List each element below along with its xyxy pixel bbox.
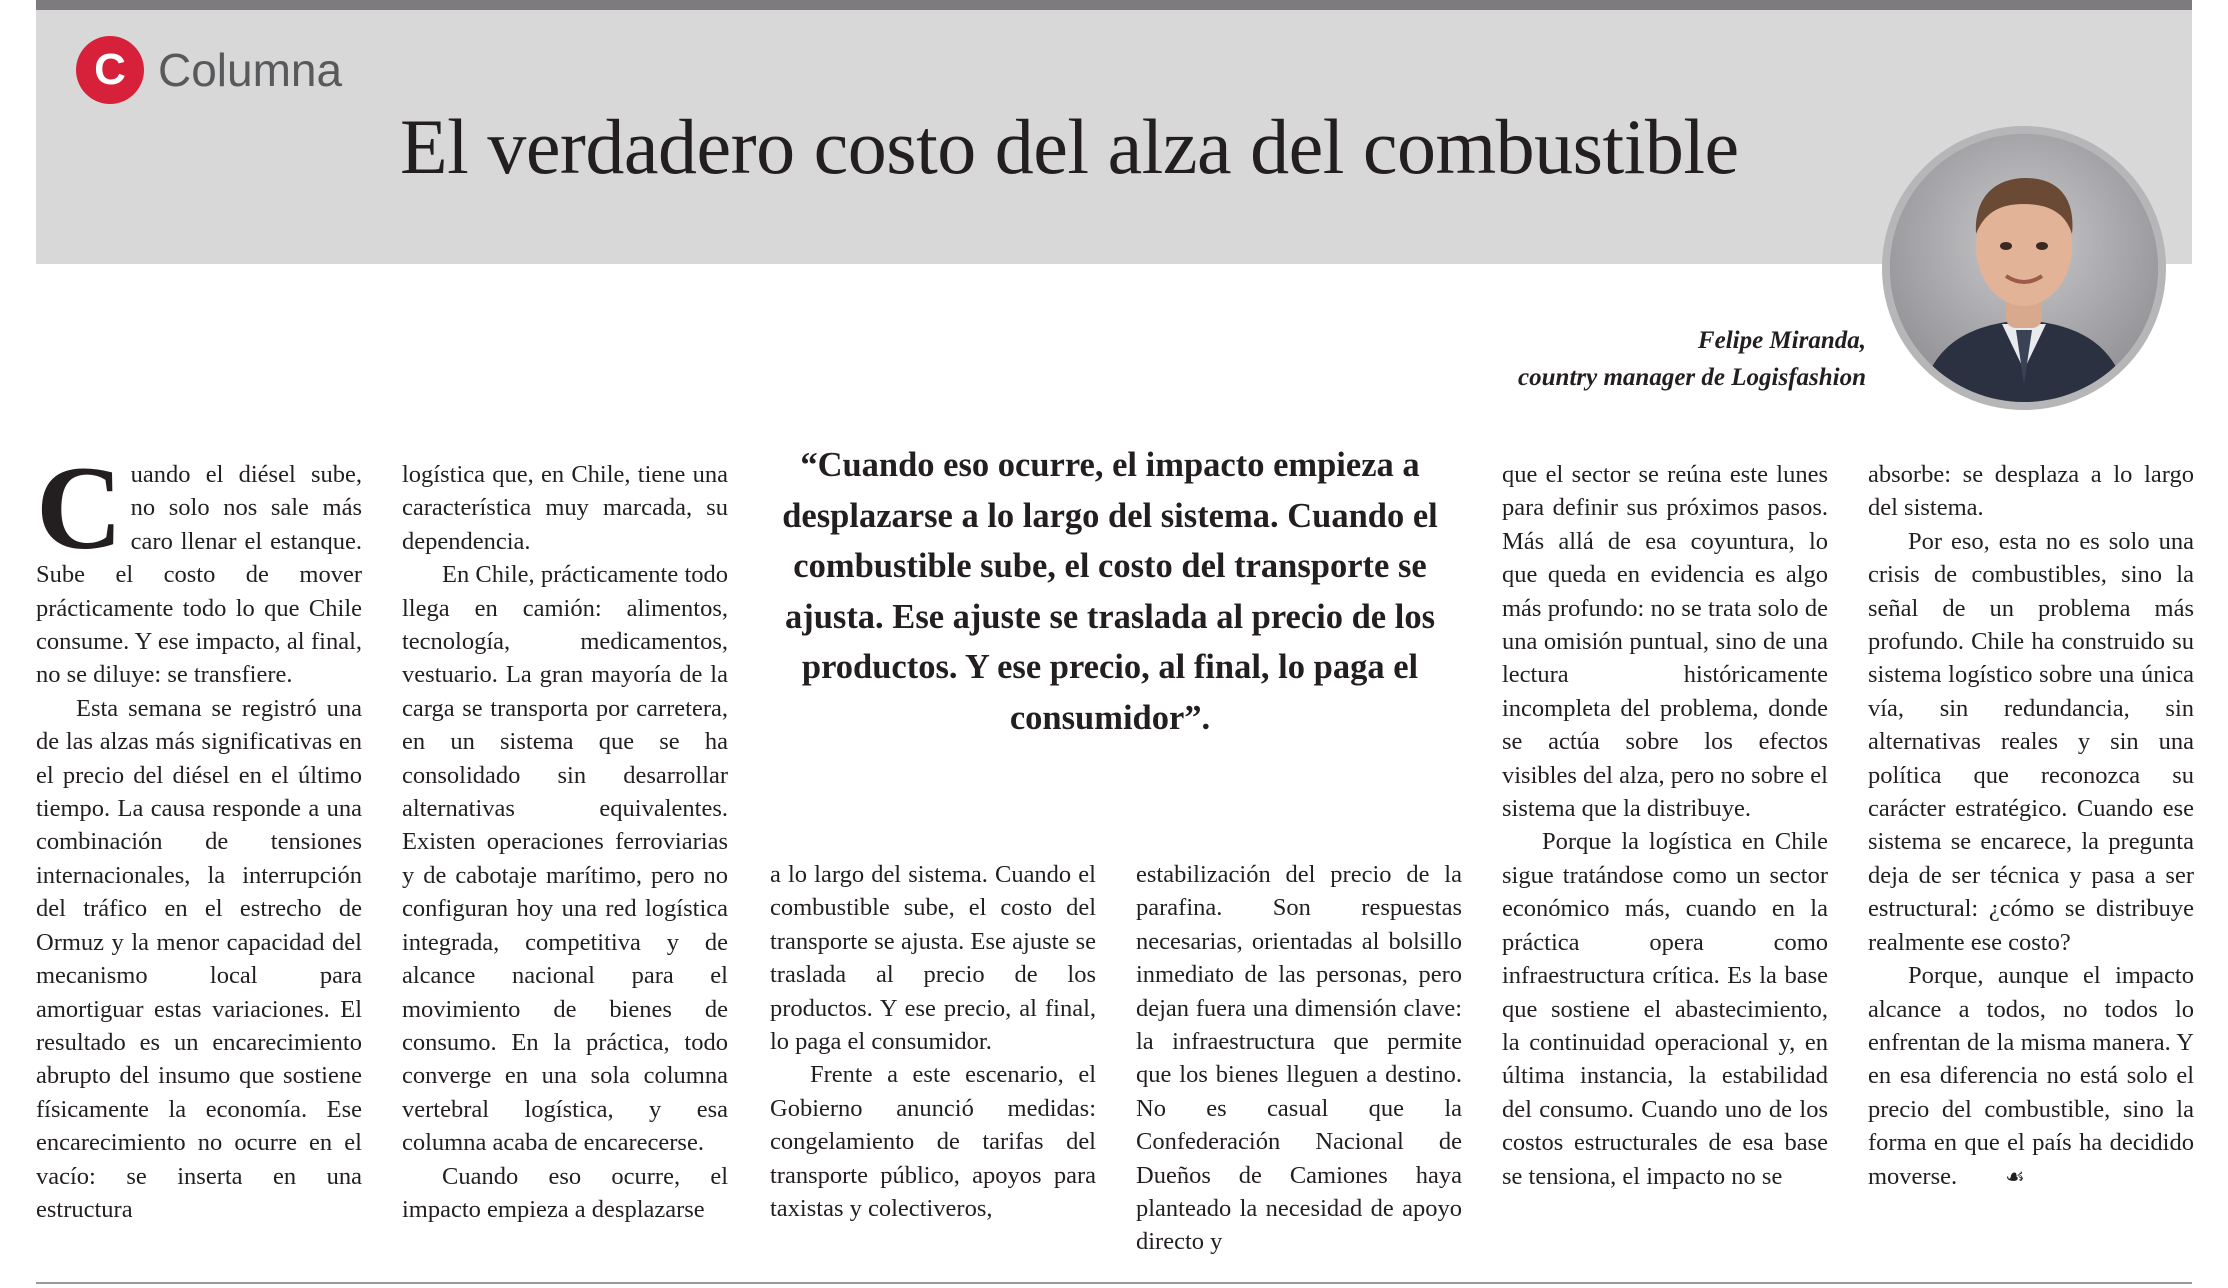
paragraph: Por eso, esta no es solo una crisis de combustibles, sino la señal de un problema más profundo. Chile ha construido su sistema logístico sobre una única vía, sin redundancia, sin alternativas reales y sin una política que reconozca su carácter estratégico. Cuando ese sistema se encarece, la pregunta deja de ser técnica y pasa a ser estructural: ¿cómo se distribuye realmente ese costo? [1868,527,2194,956]
article-column-1 [36,441,362,1226]
author-name: Felipe Miranda, [1697,327,1866,354]
section-tag [76,36,342,104]
article-column-3 [770,858,1096,1225]
headline: El verdadero costo del alza del combustible [400,103,1739,190]
pull-quote: “Cuando eso ocurre, el impacto empieza a desplazarse a lo largo del sistema. Cuando el combustible sube, el costo del transporte se ajusta. Ese ajuste se traslada al precio de los productos. Y ese precio, al final, lo paga el consumidor”. [782,446,1438,737]
section-label: Columna [158,44,343,96]
paragraph: logística que, en Chile, tiene una característica muy marcada, su dependencia. [402,461,728,555]
section-badge: C [76,36,144,104]
paragraph: absorbe: se desplaza a lo largo del sistema. [1868,461,2194,522]
paragraph: a lo largo del sistema. Cuando el combustible sube, el costo del transporte se ajusta. Ese ajuste se traslada al precio de los productos. Y ese precio, al final, lo paga el consumidor. [770,861,1096,1056]
paragraph: estabilización del precio de la parafina. Son respuestas necesarias, orientadas al bolsillo inmediato de las personas, pero dejan fuera una dimensión clave: la infraestructura que permite que los bienes lleguen a destino. No es casual que la Confederación Nacional de Dueños de Camiones haya planteado la necesidad de apoyo directo y [1136,861,1462,1256]
paragraph: Cuando eso ocurre, el impacto empieza a desplazarse [402,1162,728,1223]
paragraph: que el sector se reúna este lunes para definir sus próximos pasos. Más allá de esa coyuntura, lo que queda en evidencia es algo más profundo: no se trata solo de una omisión puntual, sino de una lectura históricamente incompleta del problema, donde se actúa sobre los efectos visibles del alza, pero no sobre el sistema que la distribuye. [1502,461,1828,823]
paragraph: Porque la logística en Chile sigue tratándose como un sector económico más, cuando en la práctica opera como infraestructura crítica. Es la base que sostiene el abastecimiento, la continuidad operacional y, en última instancia, la estabilidad del consumo. Cuando uno de los costos estructurales de esa base se tensiona, el impacto no se [1502,828,1828,1190]
byline [1518,322,1866,396]
author-role: country manager de Logisfashion [1518,364,1866,391]
paragraph: Porque, aunque el impacto alcance a todos, no todos lo enfrentan de la misma manera. Y en esa diferencia no está solo el precio del combustible, sino la forma en que el país ha decidido moverse. ☙ [1868,959,2194,1193]
paragraph: Frente a este escenario, el Gobierno anunció medidas: congelamiento de tarifas del transporte público, apoyos para taxistas y colectiveros, [770,1061,1096,1223]
article-column-2 [402,458,728,1226]
author-portrait-icon [1882,126,2166,410]
article-column-5 [1502,458,1828,1193]
paragraph: Esta semana se registró una de las alzas más significativas en el precio del diésel en el último tiempo. La causa responde a una combinación de tensiones internacionales, la interrupción del tráfico en el estrecho de Ormuz y la menor capacidad del mecanismo local para amortiguar estas variaciones. El resultado es un encarecimiento abrupto del insumo que sostiene físicamente la economía. Ese encarecimiento no ocurre en el vacío: se inserta en una estructura [36,694,362,1223]
article-column-4 [1136,858,1462,1259]
bottom-rule [36,1282,2192,1284]
top-bar [36,0,2192,10]
article-column-6 [1868,458,2194,1193]
paragraph: En Chile, prácticamente todo llega en camión: alimentos, tecnología, medicamentos, vestuario. La gran mayoría de la carga se transporta por carretera, en un sistema que se ha consolidado sin desarrollar alternativas equivalentes. Existen operaciones ferroviarias y de cabotaje marítimo, pero no configuran hoy una red logística integrada, competitiva y de alcance nacional para el movimiento de bienes de consumo. En la práctica, todo converge en una sola columna vertebral logística, y esa columna acaba de encarecerse. [402,561,728,1157]
paragraph: Cuando el diésel sube, no solo nos sale más caro llenar el estanque. Sube el costo de mover prácticamente todo lo que Chile consume. Y ese impacto, al final, no se diluye: se transfiere. [36,441,362,689]
end-mark-icon: ☙ [2005,1163,2025,1189]
drop-cap: C [36,441,123,574]
